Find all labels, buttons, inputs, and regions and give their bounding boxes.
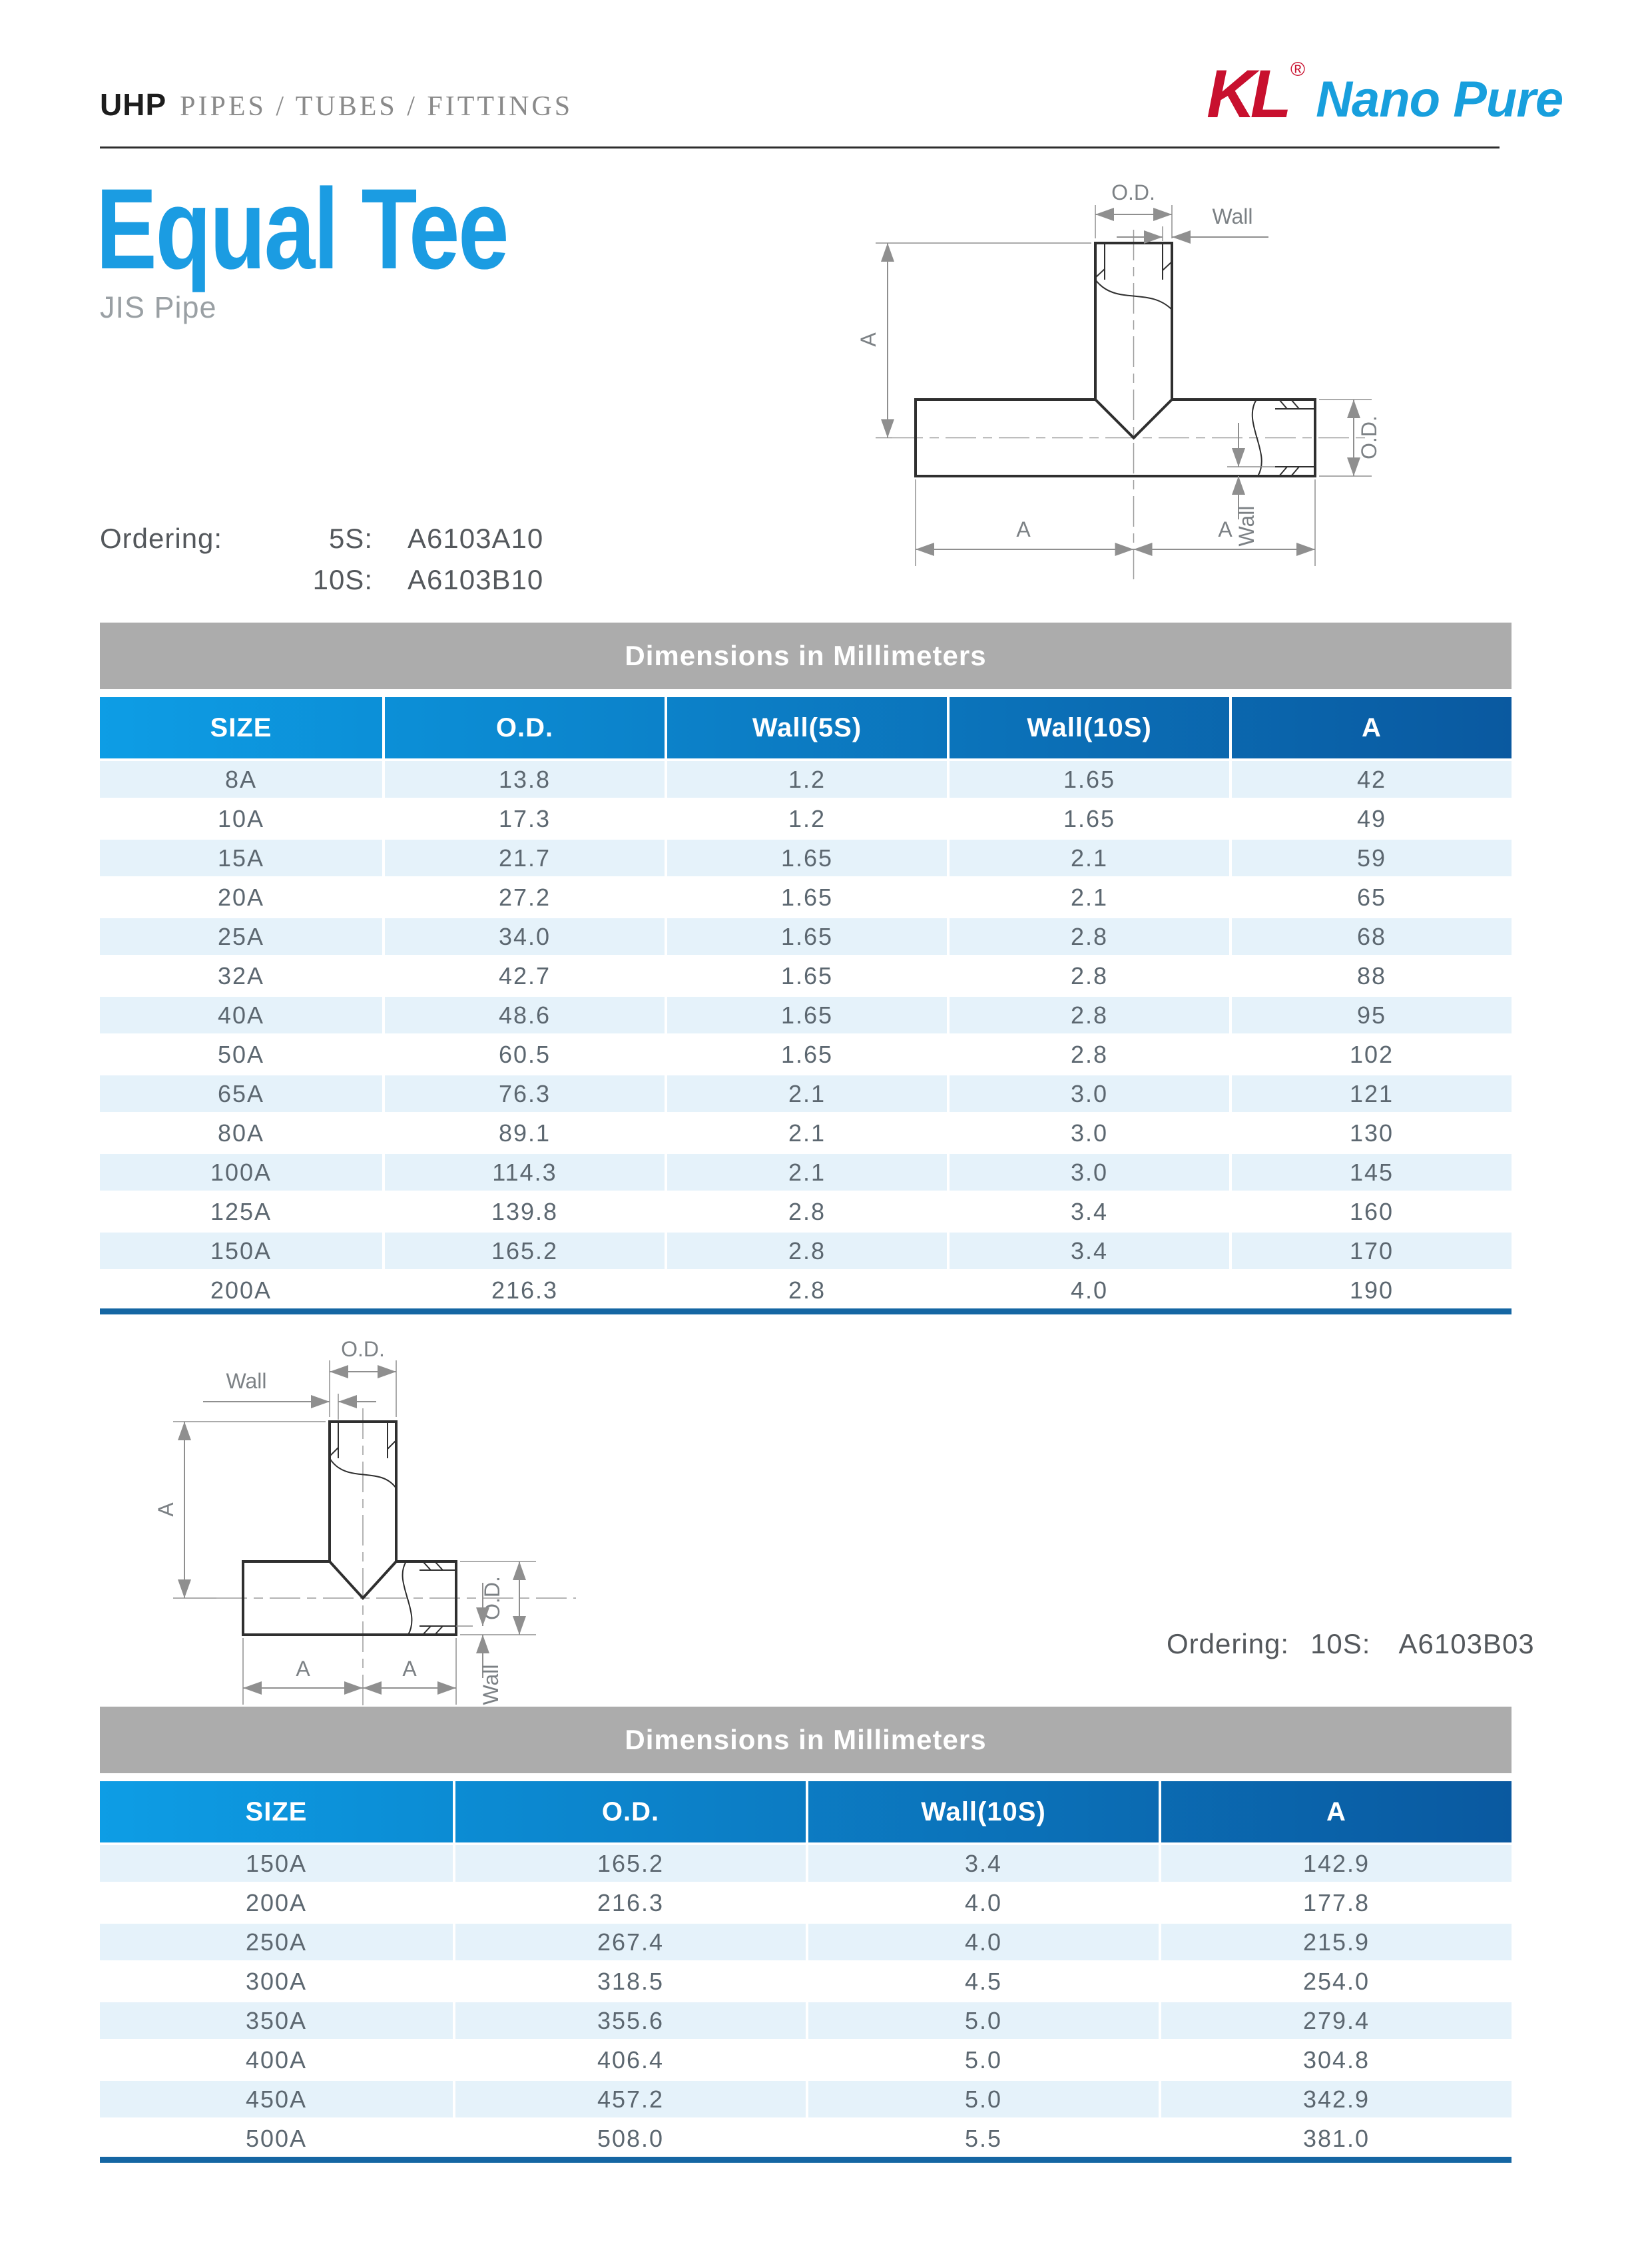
table-cell: 177.8 (1159, 1884, 1512, 1921)
table-cell: 254.0 (1159, 1963, 1512, 2000)
table-row (100, 1963, 1512, 2000)
logo-brand-name: Nano Pure (1316, 71, 1563, 128)
table-cell: 342.9 (1159, 2081, 1512, 2117)
category-label: PIPES / TUBES / FITTINGS (180, 91, 573, 122)
table-row (100, 1272, 1512, 1308)
table-body (100, 761, 1512, 1314)
table-cell: 450A (100, 2081, 453, 2117)
logo-kl-mark: KL (1207, 56, 1286, 132)
table-cell: 5.5 (806, 2120, 1159, 2157)
table-cell: 190 (1229, 1272, 1512, 1308)
table-cell: 142.9 (1159, 1845, 1512, 1882)
table-cell: 125A (210, 1197, 272, 1225)
tee-body-outline (916, 243, 1315, 476)
table-cell: 34.0 (382, 918, 665, 955)
table-cell: 165.2 (382, 1233, 665, 1269)
ordering-key: 10S: (1310, 1628, 1371, 1659)
table-cell: 65 (1229, 879, 1512, 916)
table-cell: 457.2 (453, 2081, 806, 2117)
table-cell: 49 (1229, 800, 1512, 837)
table-cell: 2.1 (665, 1075, 947, 1112)
masthead-divider (100, 146, 1500, 148)
wall-bottom-label: Wall (479, 1664, 503, 1705)
column-header: Wall(5S) (665, 697, 947, 758)
table-cell: 1.2 (665, 800, 947, 837)
table-cell: 216.3 (382, 1272, 665, 1308)
table-cell: 2.8 (947, 997, 1229, 1033)
table-cell: 4.0 (947, 1272, 1229, 1308)
table-cell: 250A (100, 1924, 453, 1960)
table-cell: 15A (100, 840, 382, 876)
table-cell: 59 (1229, 840, 1512, 876)
table-row (100, 2081, 1512, 2117)
table-row (100, 1233, 1512, 1269)
table-cell: 121 (1229, 1075, 1512, 1112)
table-cell: 4.0 (806, 1924, 1159, 1960)
column-header: A (1159, 1781, 1512, 1842)
ordering-code: A6103B03 (1398, 1628, 1535, 1659)
table-cell: 1.65 (665, 958, 947, 994)
table-cell: 20A (217, 883, 265, 911)
ordering-code: A6103A10 (408, 523, 544, 554)
wall-bottom-label: Wall (1235, 505, 1258, 547)
table-cell: 114.3 (382, 1154, 665, 1191)
a-left-extension-lines (876, 243, 1091, 438)
table-cell: 165.2 (453, 1845, 806, 1882)
ordering-line (100, 559, 543, 601)
table-cell: 200A (245, 1888, 308, 1916)
table-cell: 1.65 (665, 879, 947, 916)
table-cell: 1.65 (665, 1036, 947, 1073)
table-row (100, 1884, 1512, 1921)
table-row (100, 2120, 1512, 2157)
a-bottom-right-label: A (1218, 517, 1233, 541)
table-cell: 3.4 (806, 1845, 1159, 1882)
table-cell: 48.6 (382, 997, 665, 1033)
table-cell: 1.2 (665, 761, 947, 798)
table-cell: 200A (210, 1276, 272, 1304)
table-cell: 2.8 (947, 1036, 1229, 1073)
table-cell: 4.0 (806, 1884, 1159, 1921)
table-body (100, 1845, 1512, 2163)
table-caption: Dimensions in Millimeters (100, 623, 1512, 689)
page-subtitle: JIS Pipe (100, 290, 217, 324)
table-cell: 50A (217, 1040, 265, 1068)
table-cell: 95 (1229, 997, 1512, 1033)
table-cell: 355.6 (453, 2002, 806, 2039)
table-cell: 2.8 (665, 1272, 947, 1308)
table-cell: 3.0 (947, 1154, 1229, 1191)
dimensions-table-large-sizes (100, 1707, 1512, 2163)
table-row (100, 1845, 1512, 1882)
table-cell: 2.8 (665, 1193, 947, 1230)
a-bottom-left-label: A (1016, 517, 1031, 541)
table-cell: 5.0 (806, 2002, 1159, 2039)
table-cell: 2.1 (947, 840, 1229, 876)
table-cell: 100A (100, 1154, 382, 1191)
table-cell: 10A (217, 804, 265, 832)
column-header: SIZE (210, 712, 272, 742)
table-cell: 1.65 (665, 997, 947, 1033)
table-cell: 318.5 (453, 1963, 806, 2000)
table-cell: 145 (1229, 1154, 1512, 1191)
page-title: Equal Tee (96, 165, 508, 293)
od-top-label: O.D. (341, 1337, 385, 1361)
table-cell: 170 (1229, 1233, 1512, 1269)
table-cell: 60.5 (382, 1036, 665, 1073)
table-cell: 42.7 (382, 958, 665, 994)
ordering-code: A6103B10 (408, 564, 544, 595)
ordering-label-spacer (100, 559, 273, 601)
table-row (100, 1036, 1512, 1073)
table-cell: 2.1 (665, 1115, 947, 1151)
a-left-label: A (154, 1502, 178, 1517)
table-cell: 304.8 (1159, 2042, 1512, 2078)
table-cell: 1.65 (947, 800, 1229, 837)
table-caption: Dimensions in Millimeters (100, 1707, 1512, 1773)
table-cell: 4.5 (806, 1963, 1159, 2000)
ordering-key: 10S: (312, 564, 373, 595)
od-right-label: O.D. (480, 1576, 504, 1620)
tee-diagram-top (809, 180, 1388, 593)
table-cell: 65A (100, 1075, 382, 1112)
table-row (100, 958, 1512, 994)
table-cell: 2.8 (947, 958, 1229, 994)
table-row (100, 1924, 1512, 1960)
dimensions-table-jis (100, 623, 1512, 1314)
table-row (100, 2042, 1512, 2078)
table-cell: 25A (100, 918, 382, 955)
masthead (100, 87, 573, 123)
ordering-key: 5S: (328, 523, 373, 554)
table-cell: 130 (1229, 1115, 1512, 1151)
table-cell: 42 (1229, 761, 1512, 798)
table-cell: 139.8 (382, 1193, 665, 1230)
column-header: O.D. (453, 1781, 806, 1842)
table-row (100, 1154, 1512, 1191)
wall-top-label: Wall (226, 1369, 267, 1393)
table-cell: 300A (245, 1967, 308, 1995)
table-cell: 2.8 (947, 918, 1229, 955)
table-cell: 150A (100, 1233, 382, 1269)
table-header-row (100, 697, 1512, 758)
table-header-row (100, 1781, 1512, 1842)
table-row (100, 918, 1512, 955)
table-cell: 2.1 (947, 879, 1229, 916)
a-bottom-right-label: A (402, 1657, 417, 1681)
table-cell: 8A (100, 761, 382, 798)
table-cell: 13.8 (382, 761, 665, 798)
table-cell: 500A (245, 2124, 308, 2152)
company-logo (1207, 56, 1563, 132)
column-header: Wall(10S) (947, 697, 1229, 758)
table-cell: 76.3 (382, 1075, 665, 1112)
table-cell: 3.0 (947, 1115, 1229, 1151)
a-left-label: A (856, 332, 880, 347)
registered-trademark-icon: ® (1290, 59, 1306, 81)
ordering-info-bottom (1167, 1623, 1535, 1665)
table-cell: 2.1 (665, 1154, 947, 1191)
table-cell: 21.7 (382, 840, 665, 876)
table-cell: 89.1 (382, 1115, 665, 1151)
table-cell: 2.8 (665, 1233, 947, 1269)
product-line-label: UHP (100, 87, 167, 122)
column-header: O.D. (382, 697, 665, 758)
a-bottom-left-label: A (296, 1657, 310, 1681)
table-cell: 27.2 (382, 879, 665, 916)
table-cell: 40A (100, 997, 382, 1033)
wall-top-label: Wall (1212, 204, 1253, 228)
tee-diagram-bottom (110, 1322, 663, 1735)
table-cell: 150A (100, 1845, 453, 1882)
column-header: Wall(10S) (806, 1781, 1159, 1842)
table-cell: 508.0 (453, 2120, 806, 2157)
table-cell: 3.4 (947, 1233, 1229, 1269)
table-cell: 17.3 (382, 800, 665, 837)
table-cell: 1.65 (665, 840, 947, 876)
table-cell: 216.3 (453, 1884, 806, 1921)
ordering-line (1167, 1623, 1535, 1665)
table-cell: 5.0 (806, 2042, 1159, 2078)
table-cell: 215.9 (1159, 1924, 1512, 1960)
table-cell: 80A (217, 1119, 265, 1147)
table-row (100, 1075, 1512, 1112)
table-row (100, 879, 1512, 916)
table-row (100, 800, 1512, 837)
table-row (100, 2002, 1512, 2039)
a-left-extension-lines (173, 1422, 326, 1598)
table-cell: 350A (100, 2002, 453, 2039)
table-row (100, 997, 1512, 1033)
od-top-label: O.D. (1111, 180, 1155, 204)
table-row (100, 761, 1512, 798)
table-cell: 1.65 (947, 761, 1229, 798)
table-cell: 1.65 (665, 918, 947, 955)
table-cell: 400A (245, 2046, 308, 2074)
table-cell: 88 (1229, 958, 1512, 994)
ordering-info-top (100, 518, 543, 601)
table-cell: 3.0 (947, 1075, 1229, 1112)
table-cell: 5.0 (806, 2081, 1159, 2117)
column-header: SIZE (245, 1797, 308, 1826)
table-cell: 279.4 (1159, 2002, 1512, 2039)
table-cell: 3.4 (947, 1193, 1229, 1230)
table-cell: 267.4 (453, 1924, 806, 1960)
table-row (100, 840, 1512, 876)
od-right-label: O.D. (1357, 416, 1381, 459)
ordering-line (100, 518, 543, 559)
a-bottom-extension-lines (243, 1638, 456, 1705)
table-cell: 68 (1229, 918, 1512, 955)
table-row (100, 1193, 1512, 1230)
table-cell: 32A (217, 962, 265, 989)
column-header: A (1229, 697, 1512, 758)
ordering-label: Ordering: (1167, 1628, 1290, 1659)
ordering-label: Ordering: (100, 523, 223, 554)
table-cell: 160 (1229, 1193, 1512, 1230)
tee-body-outline (243, 1422, 456, 1635)
table-cell: 102 (1229, 1036, 1512, 1073)
table-row (100, 1115, 1512, 1151)
table-cell: 381.0 (1159, 2120, 1512, 2157)
table-cell: 406.4 (453, 2042, 806, 2078)
